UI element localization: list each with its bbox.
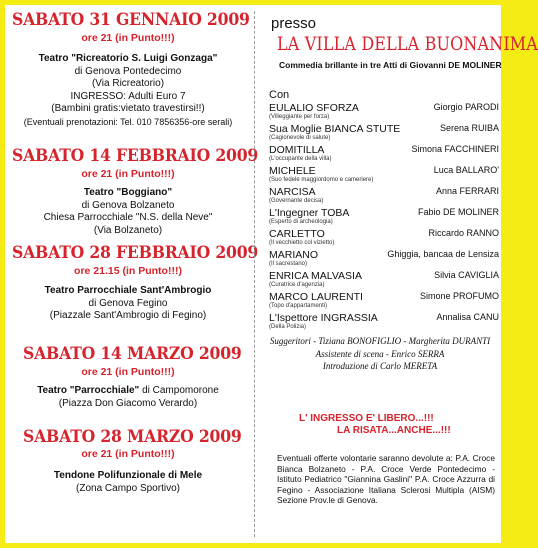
cast-row [269, 102, 499, 123]
actor-name: Serena RUIBA [439, 123, 499, 133]
role-note: (Esperto di archeologia) [269, 219, 333, 225]
role-name: ENRICA MALVASIA [269, 270, 362, 282]
free-entry-note: L' INGRESSO E' LIBERO...!!! [299, 413, 434, 424]
role-note: (Cagionevole di salute) [269, 135, 331, 141]
actor-name: Ghiggia, bancaa de Lensiza [387, 249, 499, 259]
role-note: (Il sacrestano) [269, 261, 308, 267]
laughter-note: LA RISATA...ANCHE...!!! [337, 425, 451, 436]
event-date: SABATO 31 GENNAIO 2009 [12, 10, 250, 30]
cast-row [269, 291, 499, 312]
role-name: MARIANO [269, 249, 319, 261]
cast-row [269, 249, 499, 270]
event-date: SABATO 14 MARZO 2009 [23, 344, 242, 364]
event-line: (Piazzale Sant'Ambrogio di Fegino) [49, 310, 207, 321]
event-line: (Eventuali prenotazioni: Tel. 010 7856356-ore serali) [23, 116, 233, 127]
cast-row [269, 186, 499, 207]
event-venue: Teatro "Ricreatorio S. Luigi Gonzaga" [38, 53, 218, 64]
event-date: SABATO 14 FEBBRAIO 2009 [12, 146, 259, 166]
event-time: ore 21.15 (in Punto!!!) [74, 265, 182, 277]
credit-line: Assistente di scena - Enrico SERRA [315, 348, 445, 359]
role-name: NARCISA [269, 186, 316, 198]
event-line: (Piazza Don Giacomo Verardo) [58, 397, 198, 409]
cast-row [269, 228, 499, 249]
event-date: SABATO 28 FEBBRAIO 2009 [12, 243, 259, 263]
cast-list [269, 102, 499, 333]
event-time: ore 21 (in Punto!!!) [81, 366, 175, 378]
role-name: MICHELE [269, 165, 316, 177]
actor-name: Riccardo RANNO [428, 228, 499, 238]
fold-divider [254, 11, 255, 537]
event-line: (Via Ricreatorio) [91, 78, 165, 89]
role-note: (Governante decisa) [269, 198, 324, 204]
cast-row [269, 270, 499, 291]
schedule-column [5, 5, 259, 543]
actor-name: Simone PROFUMO [419, 291, 499, 301]
role-note: (Il vecchietto col vizietto) [269, 240, 335, 246]
role-note: (Della Polizia) [269, 324, 307, 330]
presso-label: presso [271, 15, 317, 32]
show-subtitle: Commedia brillante in tre Atti di Giovanni DE MOLINER [279, 60, 502, 70]
actor-name: Simona FACCHINERI [411, 144, 499, 154]
event-line: di Genova Fegino [88, 297, 168, 309]
show-title: LA VILLA DELLA BUONANIMA [277, 33, 538, 55]
role-note: (Villeggiante per forza) [269, 114, 330, 120]
role-name: EULALIO SFORZA [269, 102, 359, 114]
role-note: (Suo fedele maggiordomo e cameriere) [269, 177, 374, 183]
role-note: (Curatrice d'agenzia) [269, 282, 325, 288]
role-note: (L'occupante della villa) [269, 156, 332, 162]
program-sheet [5, 5, 538, 543]
event-line: (Via Bolzaneto) [93, 224, 163, 236]
actor-name: Anna FERRARI [435, 186, 499, 196]
role-name: CARLETTO [269, 228, 325, 240]
credit-line: Introduzione di Carlo MERETA [322, 361, 438, 371]
event-time: ore 21 (in Punto!!!) [81, 168, 175, 180]
event-line: INGRESSO: Adulti Euro 7 [70, 90, 186, 102]
event-time: ore 21 (in Punto!!!) [81, 448, 175, 460]
cast-row [269, 312, 499, 333]
actor-name: Annalisa CANU [436, 312, 499, 322]
role-name: L'Ingegner TOBA [269, 207, 350, 219]
event-time: ore 21 (in Punto!!!) [81, 32, 175, 44]
event-line: di Genova Bolzaneto [81, 199, 175, 211]
credit-line: Suggeritori - Tiziana BONOFIGLIO - Margherita DURANTI [269, 336, 491, 346]
event-line: (Bambini gratis:vietato travestirsi!!) [51, 103, 205, 114]
event-line: Chiesa Parrocchiale "N.S. della Neve" [43, 212, 213, 223]
event-date: SABATO 28 MARZO 2009 [23, 427, 242, 447]
event-venue: Teatro "Boggiano" [83, 187, 173, 198]
role-note: (Topo d'appartamenti) [269, 303, 328, 309]
actor-name: Fabio DE MOLINER [417, 207, 499, 217]
event-venue: Teatro "Parrocchiale" di Campomorone [37, 385, 219, 396]
credits [261, 335, 499, 373]
actor-name: Silvia CAVIGLIA [434, 270, 499, 280]
donations-text: Eventuali offerte volontarie saranno devolute a: P.A. Croce Bianca Bolzaneto - P.A. Croce Verde Pontedecimo - Istituto Pediatrico "Giannina Gaslini" P.A. Croce Azzurra di Fegino - Associazione Italiana Sclerosi Multipla (AISM) Sezione Prov.le di Genova. [277, 453, 495, 506]
role-name: Sua Moglie BIANCA STUTE [269, 123, 401, 135]
role-name: DOMITILLA [269, 144, 325, 156]
cast-row [269, 165, 499, 186]
cast-row [269, 207, 499, 228]
actor-name: Luca BALLARO' [433, 165, 499, 175]
event-line: di Genova Pontedecimo [74, 65, 182, 77]
cast-intro: Con [269, 89, 290, 101]
event-venue: Tendone Polifunzionale di Mele [53, 470, 203, 481]
role-name: MARCO LAURENTI [269, 291, 363, 303]
cast-row [269, 123, 499, 144]
event-line: (Zona Campo Sportivo) [76, 482, 180, 494]
cast-row [269, 144, 499, 165]
event-venue: Teatro Parrocchiale Sant'Ambrogio [44, 285, 212, 296]
show-column [261, 5, 538, 543]
actor-name: Giorgio PARODI [433, 102, 499, 112]
role-name: L'Ispettore INGRASSIA [269, 312, 378, 324]
